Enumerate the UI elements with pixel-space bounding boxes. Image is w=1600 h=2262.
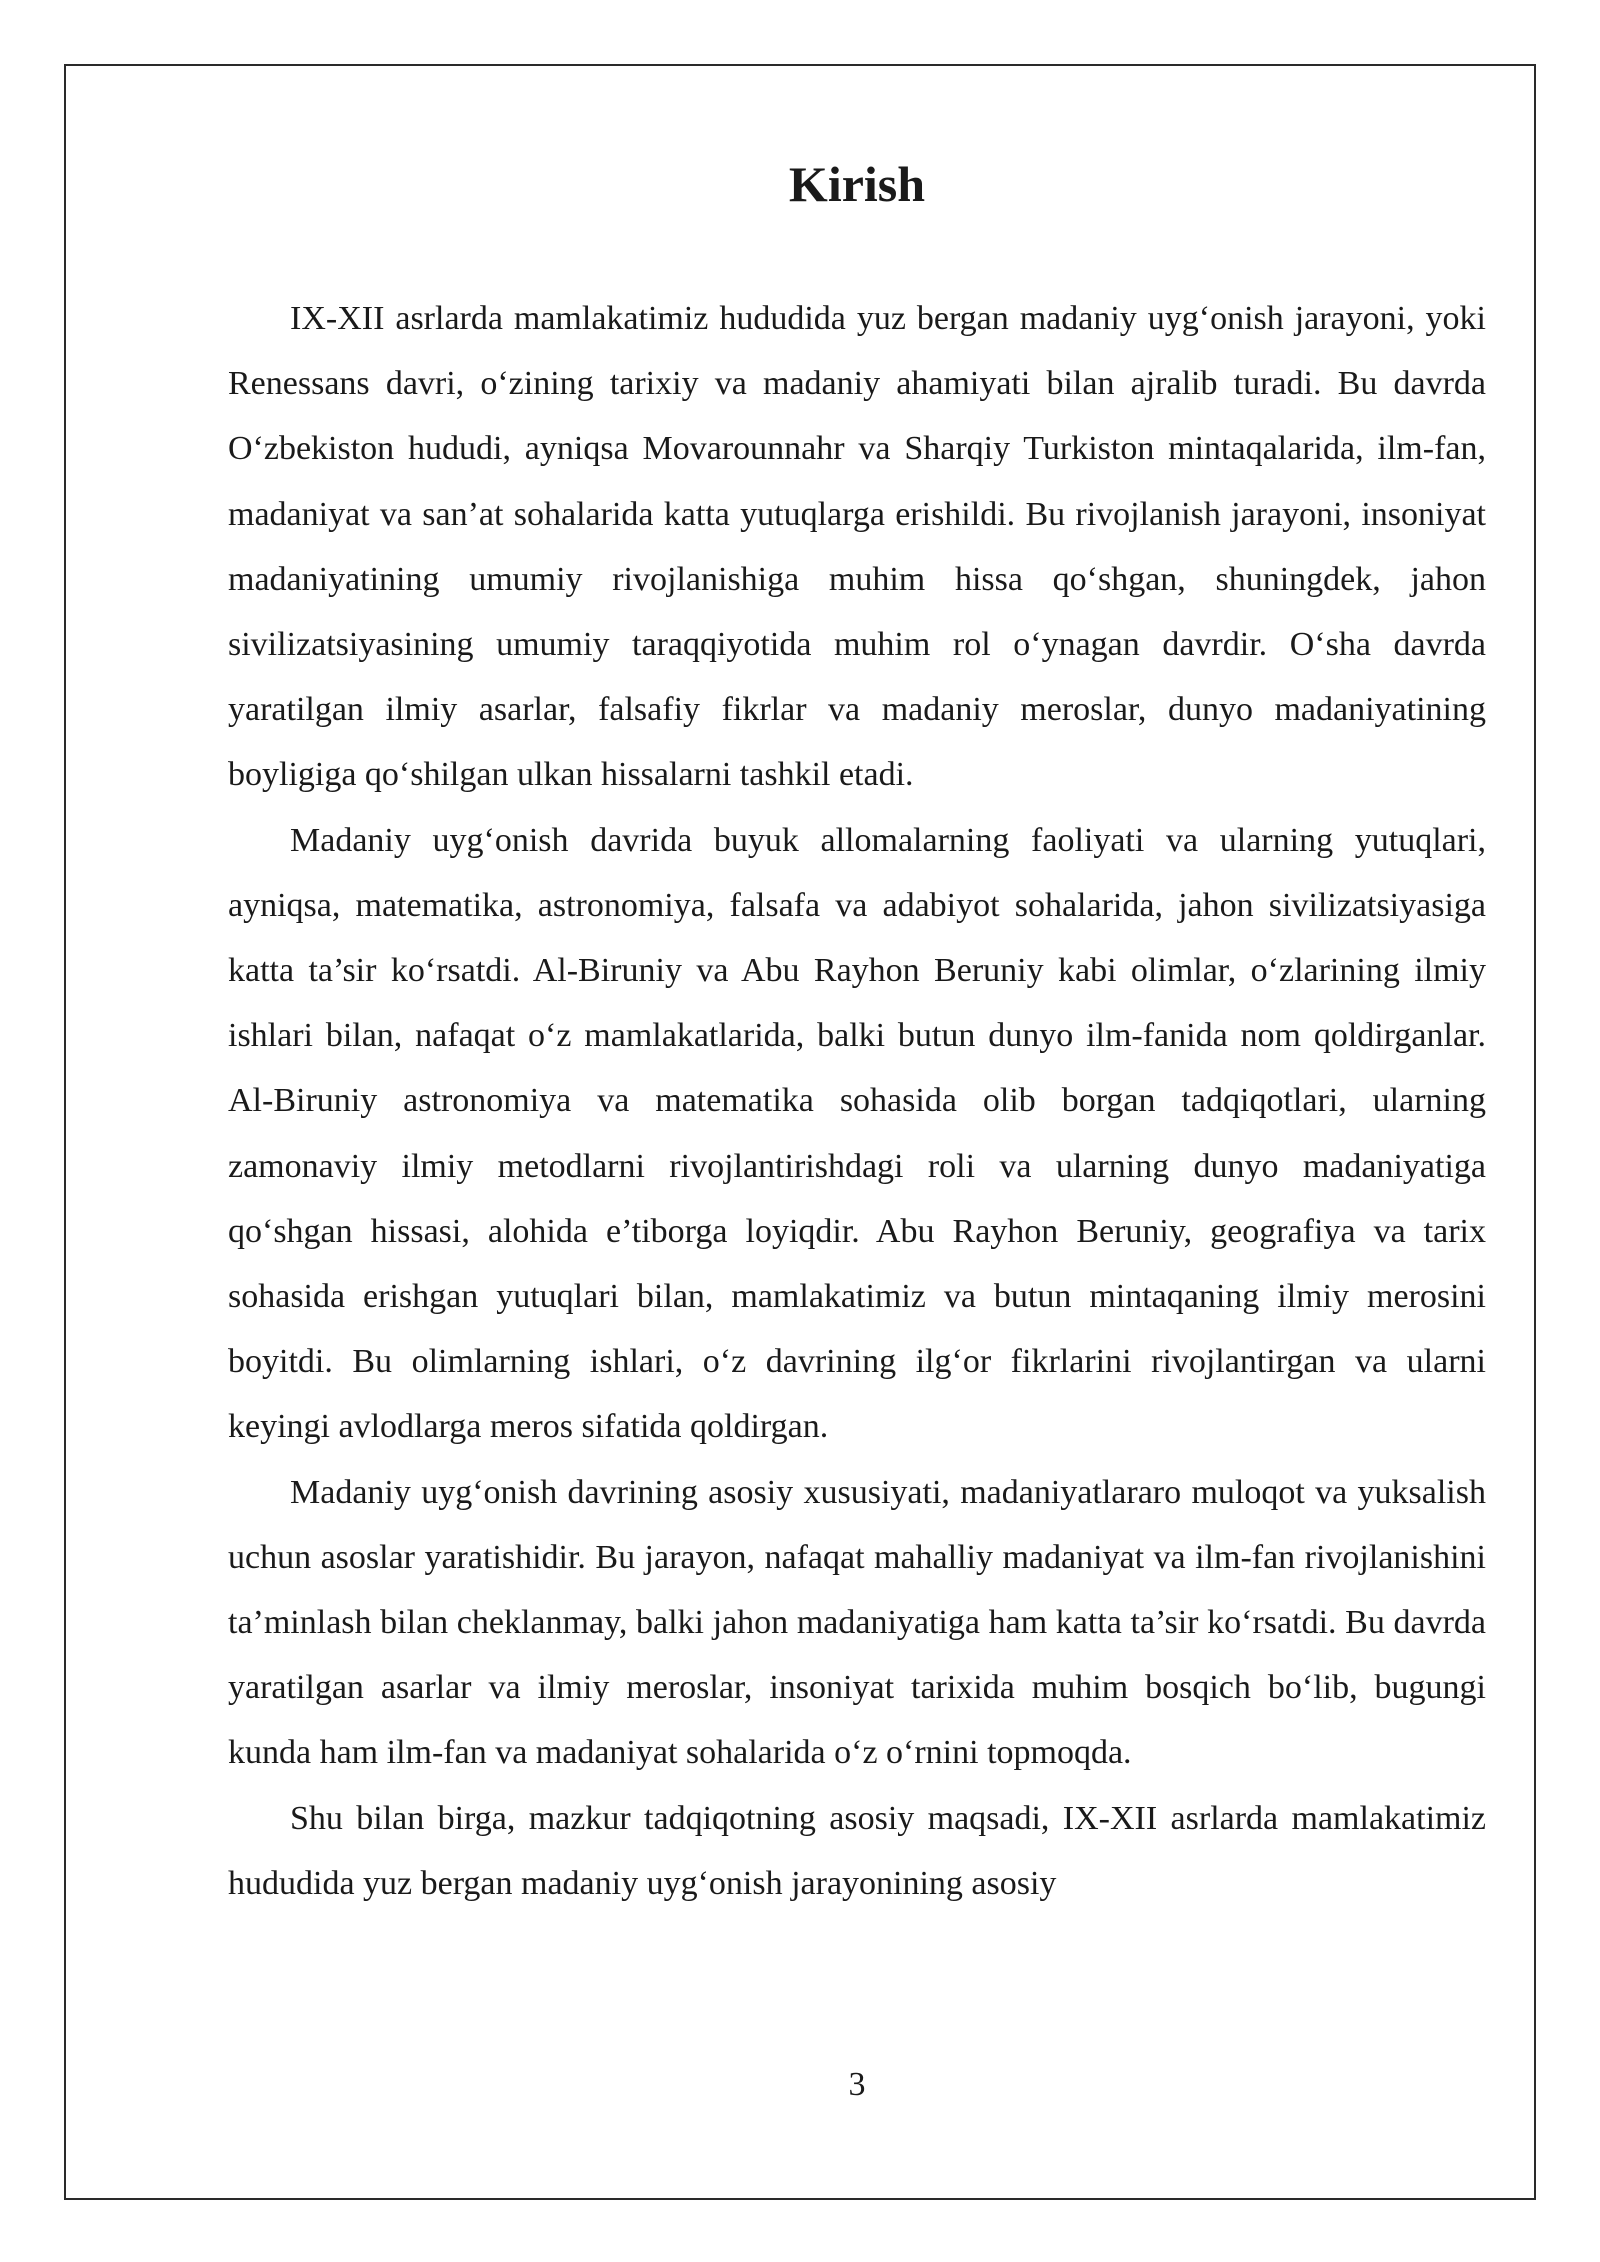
page-title: Kirish xyxy=(788,156,926,212)
paragraph-3: Madaniy uyg‘onish davrining asosiy xususiyati, madaniyatlararo muloqot va yuksalish uchun asoslar yaratishidir. Bu jarayon, nafaqat mahalliy madaniyat va ilm-fan rivojlanishini ta’minlash bilan cheklanmay, balki jahon madaniyatiga ham katta ta’sir ko‘rsatdi. Bu davrda yaratilgan asarlar va ilmiy meroslar, insoniyat tarixida muhim bosqich bo‘lib, bugungi kunda ham ilm-fan va madaniyat sohalarida o‘z o‘rnini topmoqda. xyxy=(228,1473,1486,1772)
page-number: 3 xyxy=(848,2066,866,2103)
paragraph-2: Madaniy uyg‘onish davrida buyuk allomalarning faoliyati va ularning yutuqlari, ayniqsa, matematika, astronomiya, falsafa va adabiyot sohalarida, jahon sivilizatsiyasiga katta ta’sir ko‘rsatdi. Al-Biruniy va Abu Rayhon Beruniy kabi olimlar, o‘zlarining ilmiy ishlari bilan, nafaqat o‘z mamlakatlarida, balki butun dunyo ilm-fanida nom qoldirganlar. Al-Biruniy astronomiya va matematika sohasida olib borgan tadqiqotlari, ularning zamonaviy ilmiy metodlarni rivojlantirishdagi roli va ularning dunyo madaniyatiga qo‘shgan hissasi, alohida e’tiborga loyiqdir. Abu Rayhon Beruniy, geografiya va tarix sohasida erishgan yutuqlari bilan, mamlakatimiz va butun mintaqaning ilmiy merosini boyitdi. Bu olimlarning ishlari, o‘z davrining ilg‘or fikrlarini rivojlantirgan va ularni keyingi avlodlarga meros sifatida qoldirgan. xyxy=(228,821,1486,1446)
body-text xyxy=(228,286,1486,1916)
paragraph-4: Shu bilan birga, mazkur tadqiqotning asosiy maqsadi, IX-XII asrlarda mamlakatimiz hududida yuz bergan madaniy uyg‘onish jarayonining asosiy xyxy=(228,1799,1486,1902)
paragraph-1: IX-XII asrlarda mamlakatimiz hududida yuz bergan madaniy uyg‘onish jarayoni, yoki Renessans davri, o‘zining tarixiy va madaniy ahamiyati bilan ajralib turadi. Bu davrda O‘zbekiston hududi, ayniqsa Movarounnahr va Sharqiy Turkiston mintaqalarida, ilm-fan, madaniyat va san’at sohalarida katta yutuqlarga erishildi. Bu rivojlanish jarayoni, insoniyat madaniyatining umumiy rivojlanishiga muhim hissa qo‘shgan, shuningdek, jahon sivilizatsiyasining umumiy taraqqiyotida muhim rol o‘ynagan davrdir. O‘sha davrda yaratilgan ilmiy asarlar, falsafiy fikrlar va madaniy meroslar, dunyo madaniyatining boyligiga qo‘shilgan ulkan hissalarni tashkil etadi. xyxy=(228,300,1486,794)
